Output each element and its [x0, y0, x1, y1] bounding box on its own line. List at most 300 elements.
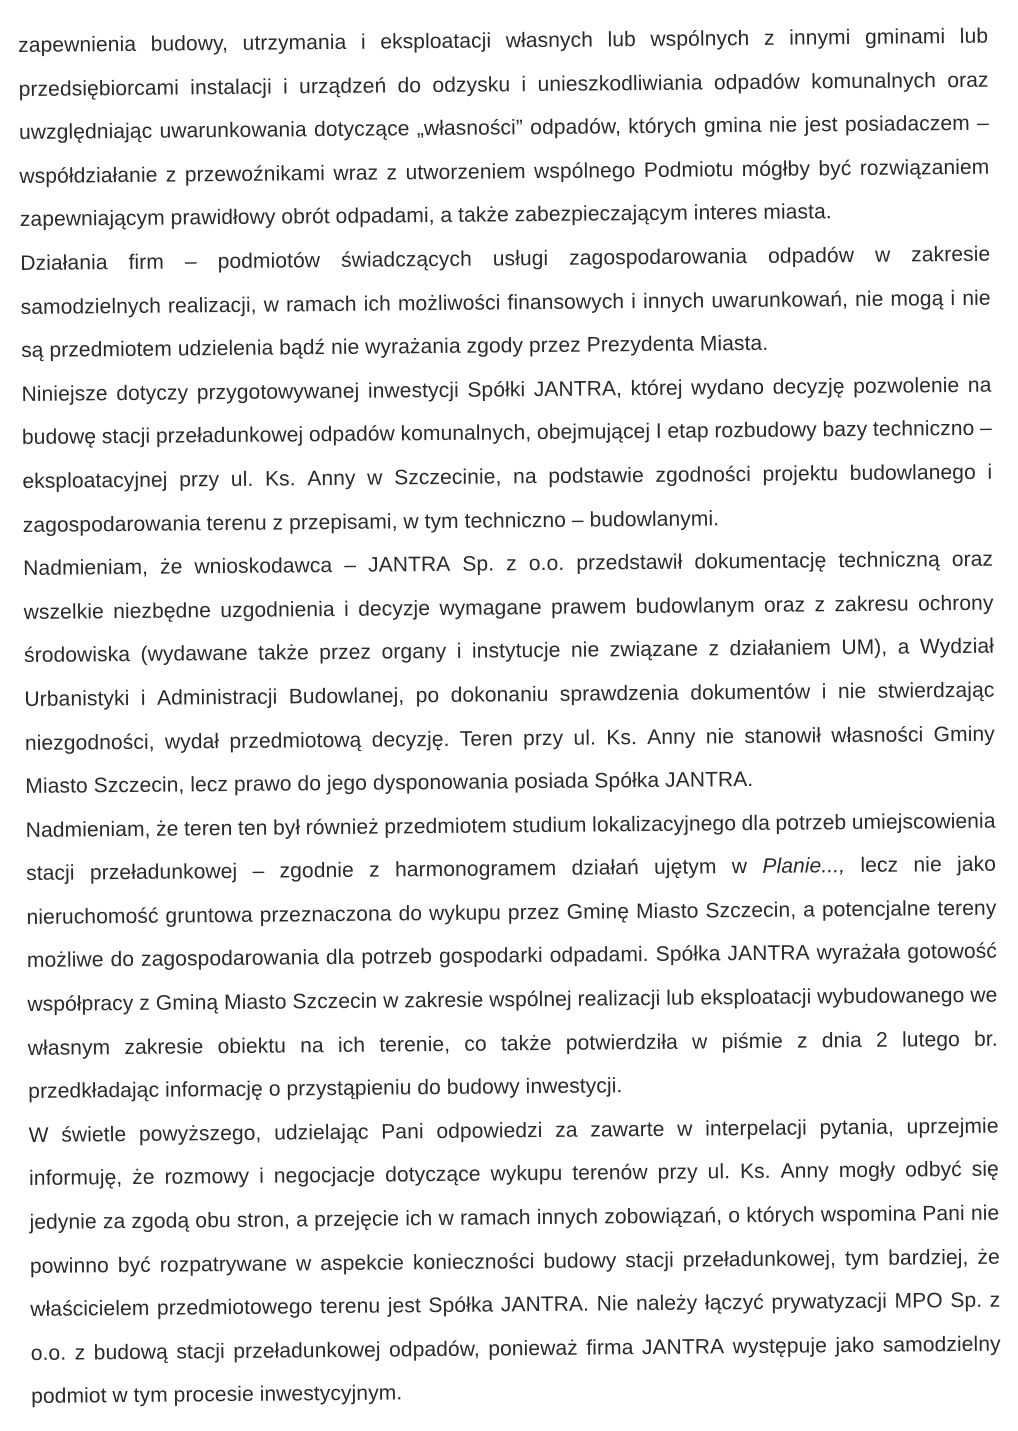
- word: i: [360, 30, 366, 54]
- word: zawarte: [590, 1117, 665, 1142]
- word: JANTRA: [727, 941, 810, 966]
- word: stacji: [176, 1339, 225, 1364]
- word: o: [268, 1077, 281, 1101]
- word: dotyczące: [385, 1163, 481, 1187]
- word: z: [796, 1029, 808, 1053]
- word: ul.: [573, 725, 597, 750]
- word: wykupu: [428, 901, 502, 925]
- word: odpadów,: [388, 1337, 480, 1362]
- word: lub: [666, 986, 695, 1010]
- word: prawo: [233, 772, 292, 797]
- word: przeładunkowej: [155, 423, 304, 449]
- word: Spółka: [594, 768, 660, 793]
- word: stanowił: [744, 723, 822, 748]
- word: Szczecin,: [93, 773, 185, 798]
- word: MPO: [894, 1289, 943, 1313]
- word: nie: [970, 1201, 1000, 1225]
- word: powinno: [29, 1253, 109, 1278]
- word: jest: [387, 1294, 421, 1318]
- word: występuje: [732, 1334, 828, 1359]
- word: etap: [667, 419, 709, 444]
- word: Pani: [381, 1120, 424, 1144]
- word: tereny: [937, 896, 997, 921]
- word: nie: [854, 287, 884, 311]
- word: oraz: [947, 68, 989, 92]
- word: w: [677, 1117, 693, 1141]
- word: JANTRA.: [664, 768, 754, 792]
- word: stron,: [236, 1208, 291, 1232]
- word: i: [343, 597, 349, 621]
- word: przeznaczona: [259, 902, 392, 927]
- word: wydał: [164, 729, 220, 754]
- word: przeładunkowej: [89, 860, 238, 885]
- word: są: [21, 338, 44, 363]
- text-line: [31, 1366, 1001, 1419]
- word: do: [110, 948, 135, 972]
- word: Działania: [20, 251, 108, 275]
- word: potencjalne: [821, 897, 931, 922]
- word: środowiska: [23, 643, 131, 668]
- word: z: [165, 163, 177, 187]
- word: lub: [607, 28, 636, 52]
- word: dysponowania: [372, 770, 509, 795]
- word: aspekcie: [320, 1250, 405, 1275]
- word: a: [897, 635, 910, 659]
- word: z: [139, 991, 151, 1015]
- word: podstawie: [548, 463, 644, 488]
- word: zabezpieczającym: [514, 201, 688, 227]
- word: gmina: [703, 114, 762, 138]
- word: wspólnej: [489, 987, 572, 1012]
- word: zapewnienia: [18, 32, 137, 57]
- word: nie: [837, 679, 867, 704]
- word: utworzeniem: [405, 159, 526, 185]
- paragraph: [21, 363, 993, 547]
- word: gminami: [864, 25, 946, 49]
- word: budowlanym: [635, 593, 755, 618]
- word: przystąpieniu: [286, 1076, 412, 1101]
- word: wykupu: [490, 1162, 563, 1186]
- word: zakresie: [124, 1034, 204, 1059]
- word: wyrażała: [816, 941, 901, 965]
- word: i: [140, 686, 146, 710]
- word: się: [971, 1158, 999, 1182]
- word: obejmującej: [536, 420, 651, 445]
- word: niezbędne: [113, 598, 212, 623]
- document-page: [18, 15, 1001, 1419]
- word: z: [272, 511, 284, 535]
- word: JANTRA: [641, 1335, 725, 1359]
- word: uwarunkowania: [159, 118, 307, 143]
- word: przejęcie: [314, 1207, 400, 1232]
- word: których: [746, 1203, 815, 1228]
- word: zakresie: [404, 988, 484, 1013]
- word: przeładunkowej: [233, 1338, 381, 1363]
- word: Miasta.: [699, 331, 769, 356]
- word: wybudowanego: [817, 984, 965, 1009]
- word: ujętym: [653, 855, 717, 880]
- word: mogły: [838, 1159, 896, 1183]
- word: do: [417, 1076, 441, 1100]
- word: instytucje: [471, 639, 561, 663]
- word: inwestycyjnym.: [259, 1381, 403, 1407]
- word: odpadów: [308, 422, 395, 447]
- word: odpowiedzi: [436, 1118, 543, 1143]
- word: rozpatrywane: [159, 1252, 288, 1277]
- word: –: [571, 508, 584, 532]
- word: miasta.: [763, 200, 832, 225]
- word: za: [102, 1210, 126, 1234]
- word: 2: [875, 1028, 888, 1052]
- word: w: [263, 293, 280, 317]
- word: Gminy: [933, 722, 995, 746]
- word: w: [691, 1030, 708, 1054]
- word: (wydawane: [140, 642, 248, 667]
- word: również: [305, 815, 379, 839]
- word: zgodnie: [279, 859, 354, 883]
- word: odpadów: [767, 243, 855, 268]
- word: umiejscowienia: [851, 809, 996, 834]
- word: posiadaczem: [844, 112, 970, 137]
- word: Spółka: [655, 942, 721, 967]
- word: wymagane: [439, 595, 542, 620]
- word: I: [655, 420, 662, 444]
- text-line: [19, 145, 989, 198]
- word: i: [259, 1165, 265, 1189]
- word: organy: [381, 640, 447, 664]
- word: JANTRA.: [500, 1292, 590, 1317]
- word: przeładunkowej,: [682, 1246, 837, 1272]
- word: za: [555, 1118, 578, 1142]
- word: Gminą: [155, 991, 219, 1015]
- word: wspólnego: [533, 158, 636, 183]
- word: bazy: [822, 418, 868, 442]
- word: potrzeb: [775, 810, 847, 835]
- word: ich: [337, 1033, 366, 1057]
- word: –: [344, 553, 357, 578]
- word: utrzymania: [242, 30, 347, 55]
- text-line: [31, 1322, 1001, 1375]
- paragraph: [26, 799, 999, 1113]
- word: ul.: [707, 1160, 731, 1184]
- word: W: [28, 1123, 49, 1147]
- word: wraz: [333, 161, 379, 185]
- word: dokumentację: [694, 549, 827, 574]
- word: zgodności: [655, 462, 752, 487]
- word: usługi: [492, 246, 549, 271]
- word: projektu: [762, 462, 839, 486]
- word: rozmowy: [164, 1165, 250, 1190]
- word: co: [464, 1032, 487, 1056]
- word: terenu: [319, 1294, 381, 1319]
- word: gruntowa: [165, 903, 253, 928]
- word: związane: [609, 637, 699, 662]
- word: Nadmieniam,: [23, 555, 149, 581]
- word: lutego: [901, 1027, 960, 1052]
- word: z: [369, 858, 380, 882]
- word: –: [184, 250, 197, 274]
- word: Wydział: [919, 634, 995, 659]
- word: odpadów,: [530, 115, 622, 140]
- word: z: [74, 1341, 86, 1365]
- word: że: [132, 1166, 155, 1190]
- word: –: [252, 859, 265, 884]
- word: terenów: [572, 1161, 648, 1186]
- word: dla: [325, 946, 355, 970]
- word: nie: [768, 113, 798, 137]
- word: możliwości: [397, 290, 501, 315]
- word: komunalnych,: [400, 421, 532, 446]
- text-line: [22, 407, 992, 460]
- word: uzgodnienia: [220, 597, 335, 622]
- word: obrót: [281, 205, 330, 229]
- word: nie: [705, 724, 735, 748]
- word: budowy,: [150, 31, 229, 56]
- word: wszelkie: [23, 599, 104, 624]
- word: nie: [570, 638, 600, 663]
- word: której: [630, 376, 683, 400]
- word: być: [818, 156, 852, 181]
- word: prawidłowy: [170, 205, 276, 230]
- word: przedmiotem: [49, 337, 172, 362]
- word: eksploatacyjnej: [22, 468, 168, 493]
- word: Planie...,: [762, 854, 846, 879]
- word: łączyć: [704, 1291, 764, 1315]
- word: że: [155, 817, 179, 841]
- word: lecz: [860, 853, 899, 878]
- word: budowę: [21, 425, 97, 450]
- word: instalacji: [190, 75, 272, 99]
- word: współdziałanie: [19, 163, 158, 188]
- word: niezgodności,: [24, 730, 155, 755]
- word: Podmiotu: [643, 157, 734, 182]
- word: terenie,: [379, 1032, 451, 1057]
- word: tym: [424, 509, 459, 533]
- word: o: [728, 1204, 741, 1228]
- word: stacji: [101, 425, 151, 449]
- word: prawem: [550, 594, 627, 619]
- word: obiektu: [217, 1034, 287, 1058]
- word: samodzielny: [882, 1332, 1001, 1357]
- word: dnia: [821, 1028, 863, 1052]
- word: obu: [195, 1209, 231, 1233]
- word: dokumentów: [690, 680, 811, 705]
- word: zgody: [466, 334, 524, 358]
- word: odzysku: [432, 72, 511, 97]
- word: wydano: [691, 375, 765, 400]
- word: nie: [962, 286, 991, 310]
- word: własnych: [505, 28, 594, 53]
- word: Anny: [780, 1159, 829, 1184]
- word: w: [874, 243, 891, 267]
- word: techniczną: [838, 548, 940, 573]
- word: br.: [973, 1027, 998, 1051]
- word: –: [979, 417, 992, 441]
- word: w: [383, 989, 399, 1013]
- word: Sp.: [950, 1289, 983, 1313]
- word: przedmiotową: [229, 728, 362, 753]
- word: –: [976, 111, 989, 135]
- word: po: [415, 683, 440, 708]
- word: wnioskodawca: [194, 554, 333, 579]
- word: Anny: [647, 725, 696, 749]
- word: ponieważ: [488, 1336, 578, 1361]
- word: Sp.: [462, 552, 495, 576]
- word: dotyczące: [313, 117, 410, 142]
- word: JANTRA: [367, 553, 451, 577]
- word: firm: [128, 250, 165, 274]
- word: własnym: [27, 1035, 111, 1060]
- word: Urbanistyki: [24, 686, 130, 711]
- word: i: [282, 75, 288, 99]
- word: Pani: [922, 1201, 965, 1226]
- word: interpelacji: [705, 1116, 807, 1141]
- word: bądź: [279, 336, 326, 360]
- word: w: [731, 855, 748, 879]
- word: także: [257, 641, 309, 666]
- word: na: [300, 1033, 324, 1057]
- word: studium: [512, 813, 587, 837]
- text-line: [25, 712, 995, 765]
- word: odpadami.: [549, 943, 649, 968]
- word: wyrażania: [365, 334, 461, 359]
- word: posiada: [514, 769, 589, 794]
- word: nie: [330, 335, 360, 360]
- word: Miasto: [25, 774, 88, 799]
- word: ochrony: [917, 591, 994, 616]
- word: działaniem: [729, 636, 832, 661]
- word: współpracy: [27, 991, 134, 1017]
- word: informację: [164, 1077, 263, 1102]
- word: do: [398, 902, 423, 926]
- paragraph: [28, 1104, 1001, 1418]
- word: jako: [835, 1333, 875, 1358]
- word: przedmiotem: [384, 814, 507, 839]
- paragraph: [18, 15, 990, 242]
- word: uwzględniając: [18, 119, 153, 145]
- word: a: [296, 1208, 309, 1232]
- word: w: [438, 1206, 454, 1231]
- text-line: [28, 1017, 998, 1070]
- word: Anny: [307, 466, 356, 491]
- word: odpadami,: [335, 204, 435, 229]
- word: potrzeb: [361, 945, 433, 970]
- word: Ks.: [739, 1160, 771, 1184]
- word: innych: [536, 1205, 599, 1230]
- word: i: [821, 680, 827, 704]
- word: powyższego,: [138, 1121, 262, 1146]
- word: stacji: [26, 861, 75, 886]
- word: że: [159, 555, 183, 579]
- word: jest: [804, 113, 838, 137]
- word: i: [987, 460, 993, 484]
- word: komunalnych: [811, 68, 937, 93]
- word: Ks.: [264, 467, 296, 491]
- word: w: [295, 1251, 312, 1276]
- word: jedynie: [29, 1210, 97, 1234]
- word: przepisami,: [288, 509, 398, 534]
- word: że: [977, 1245, 1000, 1269]
- word: o.o.: [30, 1341, 67, 1365]
- word: własności: [831, 722, 924, 747]
- word: pytania,: [819, 1115, 895, 1140]
- word: świadczących: [340, 247, 472, 272]
- word: z: [708, 637, 720, 661]
- word: prywatyzacji: [771, 1289, 888, 1315]
- word: rozbudowy: [714, 418, 817, 443]
- word: Spółki: [467, 377, 526, 402]
- word: właścicielem: [30, 1297, 150, 1322]
- word: podmiot: [31, 1384, 107, 1409]
- word: na: [513, 464, 537, 489]
- word: wspólnych: [650, 26, 750, 51]
- word: budowlanymi.: [589, 506, 720, 532]
- word: ramach: [459, 1206, 531, 1230]
- word: piśmie: [721, 1029, 783, 1053]
- word: a: [440, 204, 453, 228]
- word: oraz: [951, 547, 994, 572]
- word: świetle: [61, 1122, 127, 1147]
- word: unieszkodliwiania: [537, 71, 703, 96]
- word: UM),: [841, 635, 888, 660]
- word: Teren: [459, 726, 513, 751]
- word: i: [950, 286, 956, 310]
- word: rozwiązaniem: [859, 155, 990, 180]
- word: z: [763, 26, 775, 50]
- word: inwestycji.: [525, 1074, 623, 1099]
- word: Miasto: [223, 990, 287, 1015]
- word: lokalizacyjnego: [592, 811, 737, 837]
- word: przygotowywanej: [196, 379, 360, 405]
- word: eksploatacji: [700, 985, 812, 1010]
- word: o.o.: [528, 551, 565, 576]
- paragraph: [20, 233, 991, 373]
- word: Niniejsze: [21, 381, 108, 406]
- word: we: [970, 983, 998, 1007]
- word: decyzję: [772, 374, 845, 399]
- word: Gminę: [566, 900, 630, 924]
- word: udzielając: [274, 1120, 369, 1145]
- word: stacji: [625, 1248, 674, 1272]
- word: odpadów: [713, 70, 800, 94]
- word: terenu: [206, 511, 267, 535]
- word: dla: [741, 811, 771, 835]
- word: tym: [844, 1246, 880, 1270]
- word: finansowych: [507, 289, 625, 314]
- word: urządzeń: [299, 74, 387, 98]
- word: budową: [93, 1340, 169, 1365]
- word: Szczecinie,: [394, 465, 502, 490]
- word: także: [500, 1031, 552, 1056]
- word: lub: [959, 24, 989, 48]
- word: jako: [956, 852, 997, 877]
- word: Nadmieniam,: [25, 817, 151, 842]
- word: uwarunkowań,: [711, 287, 849, 312]
- word: możliwe: [26, 948, 104, 973]
- word: mógłby: [741, 157, 811, 181]
- word: ich: [405, 1207, 433, 1231]
- word: realizacji,: [167, 293, 257, 318]
- word: w: [112, 1384, 128, 1408]
- word: teren: [183, 816, 233, 841]
- word: Prezydenta: [586, 332, 695, 357]
- word: zagospodarowania: [22, 511, 201, 537]
- word: sprawdzenia: [559, 681, 679, 706]
- word: nie: [913, 853, 942, 877]
- word: do: [297, 772, 322, 796]
- word: firma: [586, 1335, 634, 1360]
- word: Spółka: [428, 1293, 494, 1318]
